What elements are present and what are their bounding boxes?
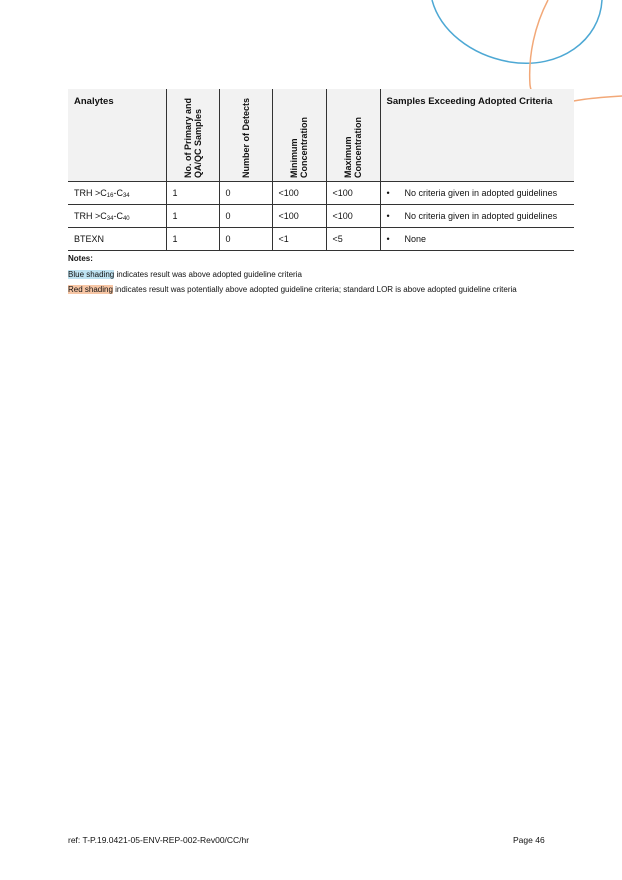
exceeding-cell: • No criteria given in adopted guidelines xyxy=(380,182,574,205)
notes-title: Notes: xyxy=(68,254,93,263)
blue-shading-label: Blue shading xyxy=(68,270,115,279)
min-cell: <1 xyxy=(272,228,326,251)
min-cell: <100 xyxy=(272,205,326,228)
red-shading-label: Red shading xyxy=(68,285,113,294)
decorative-blue-curve xyxy=(432,0,602,63)
note-blue-shading: Blue shading indicates result was above adopted guideline criteria xyxy=(68,270,302,279)
notes-section xyxy=(68,254,517,300)
note-red-shading: Red shading indicates result was potentially above adopted guideline criteria; standard LOR is above adopted guideline criteria xyxy=(68,285,517,294)
table-header-row xyxy=(68,89,574,182)
page-number: Page 46 xyxy=(513,835,545,845)
table-row xyxy=(68,182,574,205)
header-num-samples: No. of Primary and QA/QC Samples xyxy=(166,89,219,182)
header-min-concentration: Minimum Concentration xyxy=(272,89,326,182)
header-num-detects: Number of Detects xyxy=(219,89,272,182)
detects-cell: 0 xyxy=(219,228,272,251)
detects-cell: 0 xyxy=(219,205,272,228)
samples-cell: 1 xyxy=(166,182,219,205)
samples-cell: 1 xyxy=(166,228,219,251)
max-cell: <100 xyxy=(326,182,380,205)
max-cell: <5 xyxy=(326,228,380,251)
header-samples-exceeding: Samples Exceeding Adopted Criteria xyxy=(386,96,553,107)
table-row xyxy=(68,205,574,228)
exceeding-cell: • None xyxy=(380,228,574,251)
detects-cell: 0 xyxy=(219,182,272,205)
footer-reference: ref: T-P.19.0421-05-ENV-REP-002-Rev00/CC/hr xyxy=(68,835,250,845)
analytes-table xyxy=(68,89,574,251)
analyte-cell: TRH $>C_{34}-C_{40}$ xyxy=(68,205,166,228)
min-cell: <100 xyxy=(272,182,326,205)
bullet: • xyxy=(386,188,390,198)
analyte-cell: BTEXN xyxy=(68,228,166,251)
bullet: • xyxy=(386,234,390,244)
max-cell: <100 xyxy=(326,205,380,228)
analyte-cell: TRH $>C_{16}-C_{34}$ xyxy=(68,182,166,205)
table-row xyxy=(68,228,574,251)
header-analytes: Analytes xyxy=(68,89,166,182)
bullet: • xyxy=(386,211,390,221)
header-max-concentration: Maximum Concentration xyxy=(326,89,380,182)
samples-cell: 1 xyxy=(166,205,219,228)
exceeding-cell: • No criteria given in adopted guidelines xyxy=(380,205,574,228)
